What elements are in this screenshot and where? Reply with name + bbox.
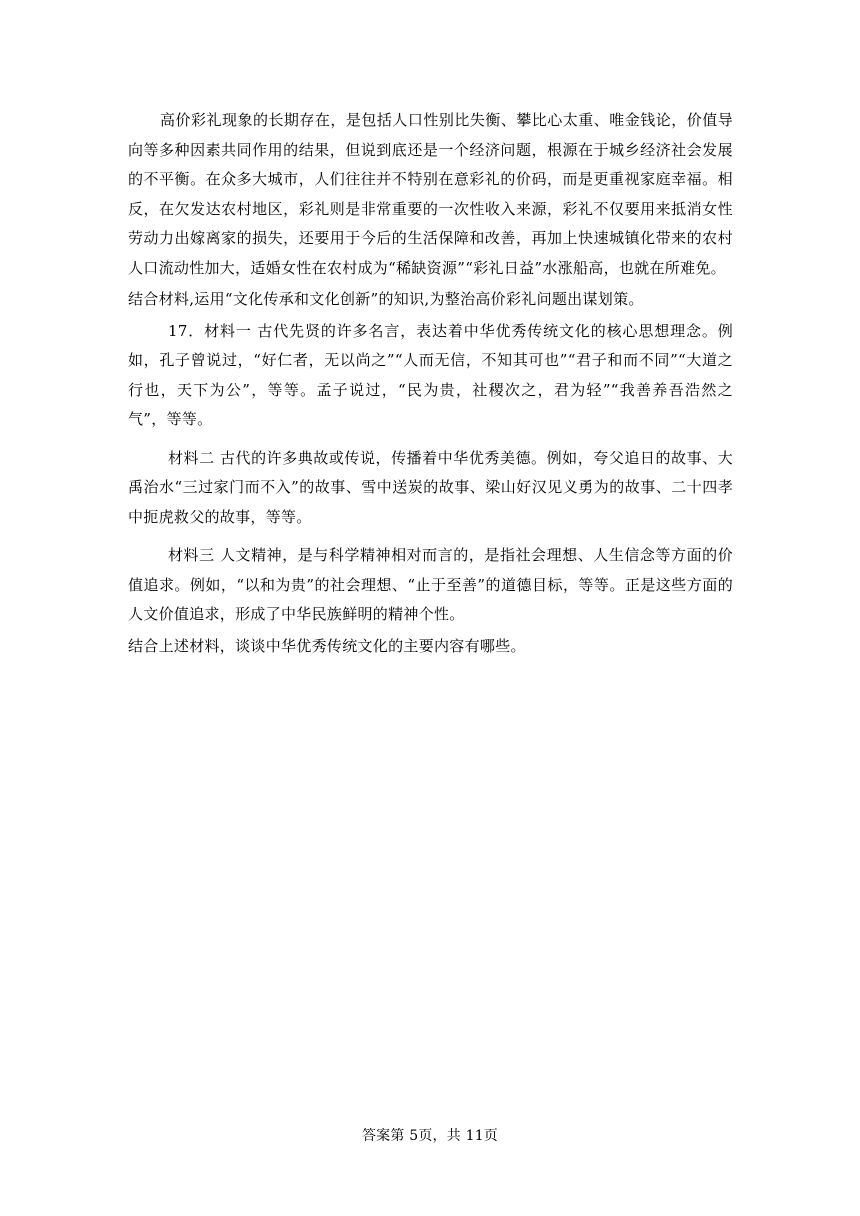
page-number-footer: 答案第 5页，共 11页 [361,1128,499,1144]
document-body [128,106,733,661]
material-paragraph-bride-price: 高价彩礼现象的长期存在，是包括人口性别比失衡、攀比心太重、唯金钱论，价值导向等多种因素共同作用的结果，但说到底还是一个经济问题，根源在于城乡经济社会发展的不平衡。在众多大城市，人们往往并不特别在意彩礼的价码，而是更重视家庭幸福。相反，在欠发达农村地区，彩礼则是非常重要的一次性收入来源，彩礼不仅要用来抵消女性劳动力出嫁离家的损失，还要用于今后的生活保障和改善，再加上快速城镇化带来的农村人口流动性加大，适婚女性在农村成为“稀缺资源”“彩礼日益”水涨船高，也就在所难免。 [128,111,733,277]
question-17-material-2: 材料二 古代的许多典故或传说，传播着中华优秀美德。例如，夸父追日的故事、大禹治水“三过家门而不入”的故事、雪中送炭的故事、梁山好汉见义勇为的故事、二十四孝中扼虎救父的故事，等等。 [128,448,733,526]
question-17-material-3: 材料三 人文精神，是与科学精神相对而言的，是指社会理想、人生信念等方面的价值追求。例如，“以和为贵”的社会理想、“止于至善”的道德目标，等等。正是这些方面的人文价值追求，形成了中华民族鲜明的精神个性。 [128,546,733,623]
question-16-prompt: 结合材料,运用“文化传承和文化创新”的知识,为整治高价彩礼问题出谋划策。 [128,290,644,308]
question-17-prompt: 结合上述材料，谈谈中华优秀传统文化的主要内容有哪些。 [128,636,526,655]
question-17-material-1: 17．材料一 古代先贤的许多名言，表达着中华优秀传统文化的核心思想理念。例如，孔子曾说过，“好仁者，无以尚之”“人而无信，不知其可也”“君子和而不同”“大道之行也，天下为公”，等等。孟子说过，“民为贵，社稷次之，君为轻”“我善养吾浩然之气”，等等。 [128,321,733,428]
